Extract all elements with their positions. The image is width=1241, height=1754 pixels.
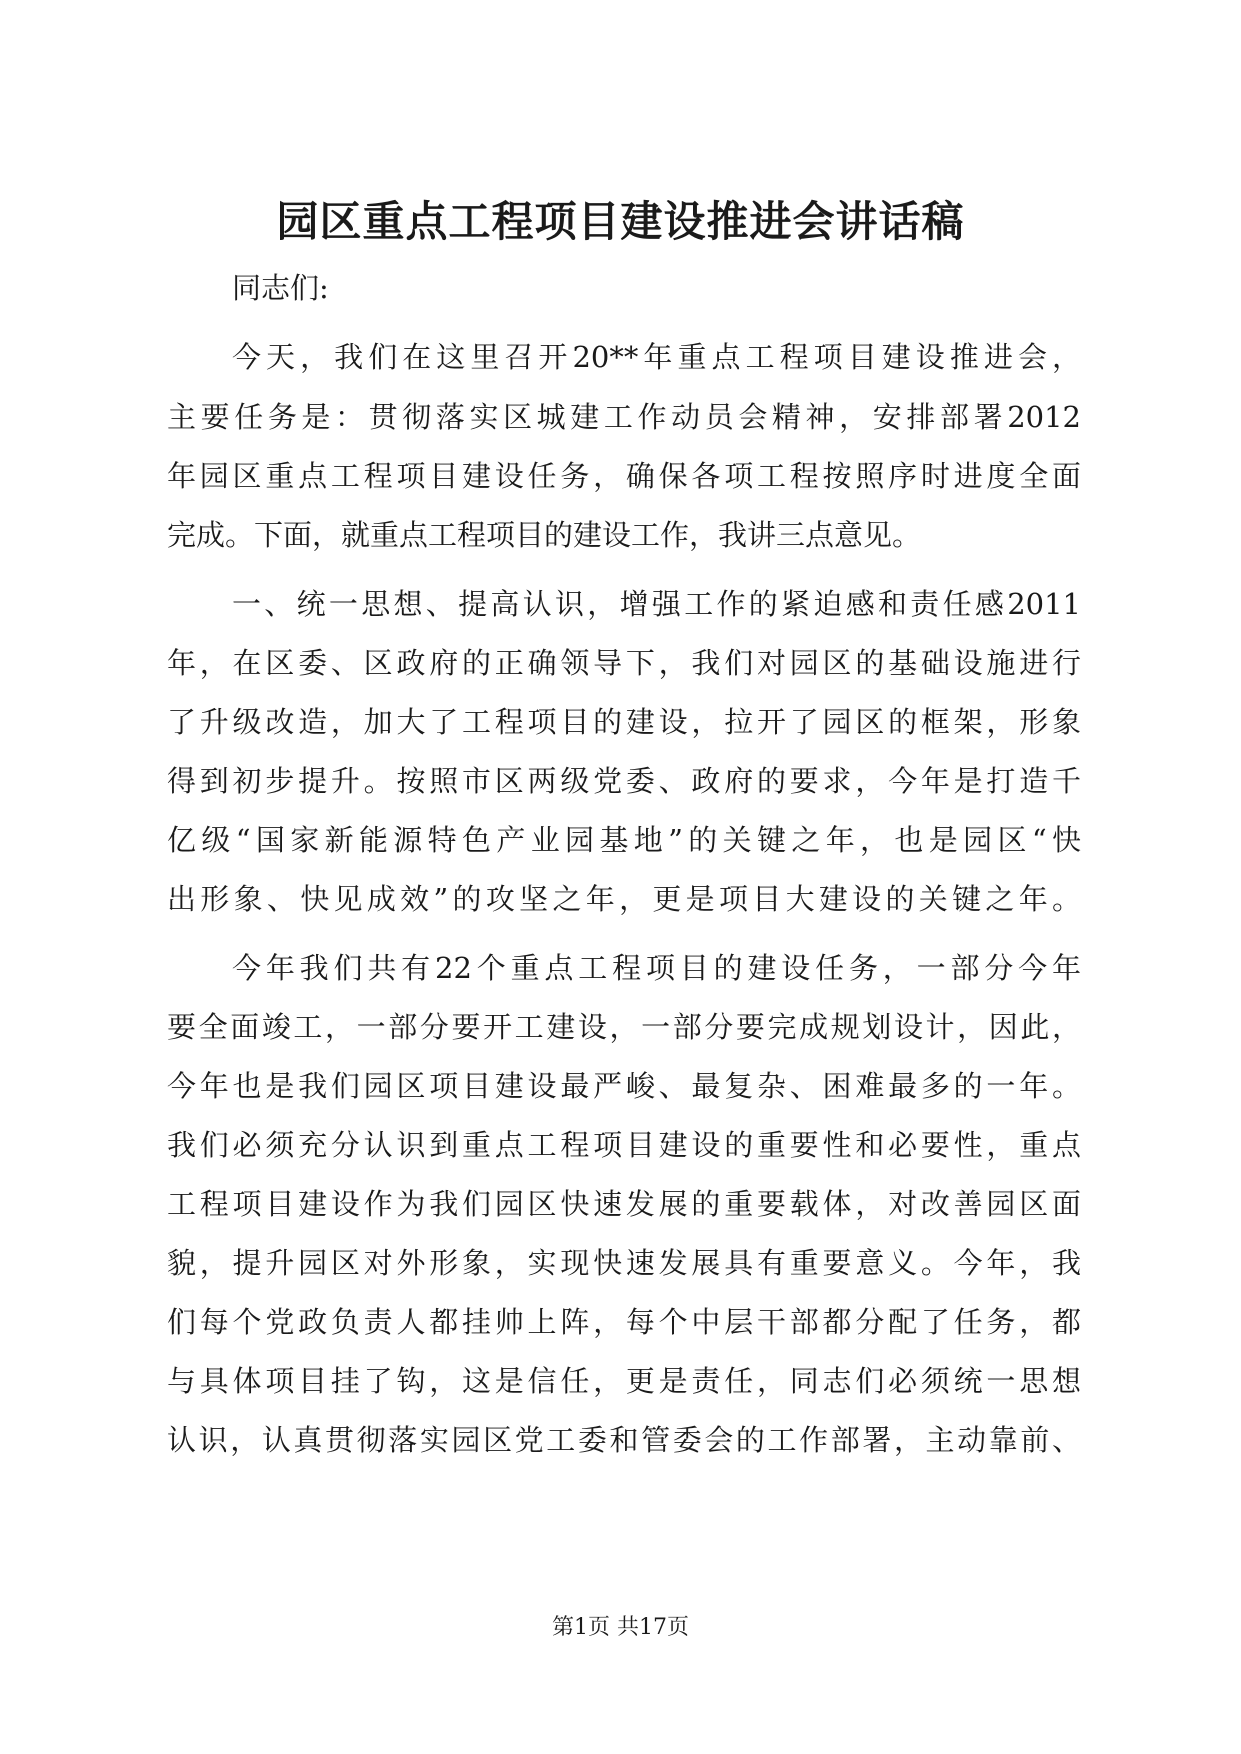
text-line: 工程项目建设作为我们园区快速发展的重要载体，对改善园区面 bbox=[167, 1187, 1081, 1221]
text-line: 我们必须充分认识到重点工程项目建设的重要性和必要性，重点 bbox=[167, 1128, 1081, 1162]
text-line: 与具体项目挂了钩，这是信任，更是责任，同志们必须统一思想 bbox=[167, 1364, 1081, 1398]
text-line: 们每个党政负责人都挂帅上阵，每个中层干部都分配了任务，都 bbox=[167, 1305, 1081, 1339]
salutation: 同志们: bbox=[232, 271, 329, 305]
text-line: 今年也是我们园区项目建设最严峻、最复杂、困难最多的一年。 bbox=[167, 1069, 1081, 1103]
text-line: 一、统一思想、提高认识，增强工作的紧迫感和责任感2011 bbox=[232, 587, 1081, 621]
text-line: 完成。下面，就重点工程项目的建设工作，我讲三点意见。 bbox=[167, 518, 922, 552]
text-line: 认识，认真贯彻落实园区党工委和管委会的工作部署，主动靠前、 bbox=[167, 1423, 1081, 1457]
text-line: 年园区重点工程项目建设任务，确保各项工程按照序时进度全面 bbox=[167, 459, 1081, 493]
text-line: 亿级“国家新能源特色产业园基地”的关键之年，也是园区“快 bbox=[167, 823, 1081, 857]
page-footer: 第1页 共17页 bbox=[552, 1615, 689, 1640]
text-line: 要全面竣工，一部分要开工建设，一部分要完成规划设计，因此， bbox=[167, 1010, 1081, 1044]
text-line: 貌，提升园区对外形象，实现快速发展具有重要意义。今年，我 bbox=[167, 1246, 1081, 1280]
text-line: 出形象、快见成效”的攻坚之年，更是项目大建设的关键之年。 bbox=[167, 882, 1081, 916]
text-line: 今天，我们在这里召开20**年重点工程项目建设推进会， bbox=[232, 340, 1081, 374]
document-title: 园区重点工程项目建设推进会讲话稿 bbox=[276, 197, 965, 246]
text-line: 了升级改造，加大了工程项目的建设，拉开了园区的框架，形象 bbox=[167, 705, 1081, 739]
text-line: 得到初步提升。按照市区两级党委、政府的要求，今年是打造千 bbox=[167, 764, 1081, 798]
text-line: 年，在区委、区政府的正确领导下，我们对园区的基础设施进行 bbox=[167, 646, 1081, 680]
text-line: 主要任务是：贯彻落实区城建工作动员会精神，安排部署2012 bbox=[167, 400, 1081, 434]
text-line: 今年我们共有22个重点工程项目的建设任务，一部分今年 bbox=[232, 951, 1081, 985]
